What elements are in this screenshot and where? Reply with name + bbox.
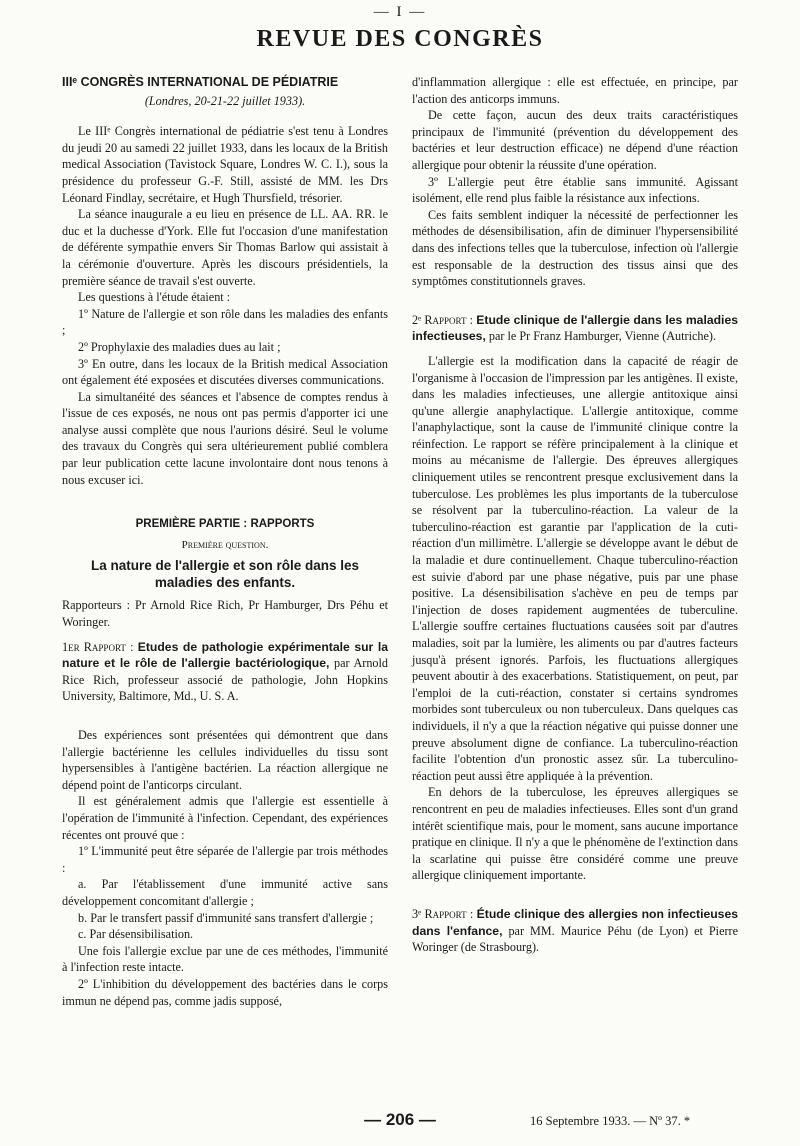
section-page-number: — I —: [373, 4, 427, 20]
report-title: Etudes de pathologie expérimentale sur la nature et le rôle de l'allergie bactériologique,: [62, 639, 389, 671]
question-title: La nature de l'allergie et son rôle dans les maladies des enfants.: [90, 558, 360, 591]
question-label: Première question.: [181, 538, 269, 551]
paragraph: Ces faits semblent indiquer la nécessité de perfectionner les méthodes de désensibilisation, afin de diminuer l'hypersensibilité dans des infections telles que la tuberculose, infection où l'allergie est responsable de la destruction des tissus ainsi que des symptômes constitutionnels graves.: [412, 207, 738, 289]
report-2-heading: [412, 312, 738, 345]
report-3-heading: [412, 906, 738, 956]
report-title: Étude clinique des allergies non infectieuses dans l'enfance,: [412, 906, 739, 938]
paragraph: Les questions à l'étude étaient :: [78, 290, 231, 305]
list-item: 1º Nature de l'allergie et son rôle dans les maladies des enfants ;: [62, 306, 388, 338]
report-label: 1er Rapport :: [62, 639, 134, 654]
report-author: par le Pr Franz Hamburger, Vienne (Autriche).: [488, 329, 716, 344]
paragraph: d'inflammation allergique : elle est effectuée, en principe, par l'action des anticorps immuns.: [412, 75, 738, 106]
paragraph: L'allergie est la modification dans la capacité de réagir de l'organisme à l'occasion de l'impression par les antigènes. Il existe, dans les maladies infectieuses, une allergie antitoxique ainsi qu'une allergie anaphylactique. L'allergie antitoxique, comme l'anaphylactique, sont la cause de l'immunité clinique contre la réinfection. Le rapport se réfère principalement à la clinique et moins au mécanisme de l'allergie. Des épreuves allergiques cliniquement utiles se rencontrent presque exclusivement dans la tuberculose. Les problèmes les plus importants de la tuberculose se résolvent par la tuberculino-réaction. La valeur de la tuberculino-réaction est garantie par l'application de la cuti-réaction d'un millimètre. L'allergie se développe avant le début de la maladie et dure continuellement. Chaque tuberculino-réaction est suivie d'abord par une phase négative, puis par une phase positive. La désensibilisation s'achève en peu de temps par l'injection de doses rapidement augmentées de tuberculine. L'allergie souffre certaines fluctuations causées soit par d'autres maladies, soit par la lumière, les aliments ou par d'autres facteurs jusqu'à présent ignorés. Parfois, les fluctuations allergiques peuvent aboutir à des exacerbations. Statistiquement, on peut, par l'emploi de la cuti-réaction, constater si certains syndromes morbides sont tuberculeux ou non tuberculeux. Dans quelques cas individuels, il n'y a que la réaction négative qui puisse donner une preuve absolument digne de confiance. La tuberculino-réaction facilite l'obtention d'un pronostic assez sûr. La tuberculino-réaction peut aussi être appliquée à la prévention.: [412, 353, 738, 783]
report-label: 3ᵉ Rapport :: [412, 906, 474, 921]
paragraph: Le IIIᵉ Congrès international de pédiatrie s'est tenu à Londres du jeudi 20 au samedi 22 juillet 1933, dans les locaux de la British medical Association (Tavistock Square, Londres W. C. I.), sous la présidence du professeur G.-F. Still, assisté de MM. les Drs Léonard Findlay, secrétaire, et Hugh Thursfield, trésorier.: [62, 124, 388, 205]
journal-section-title: REVUE DES CONGRÈS: [256, 26, 544, 52]
paragraph: Il est généralement admis que l'allergie est essentielle à l'opération de l'immunité à l'infection. Cependant, des expériences récentes ont prouvé que :: [62, 794, 388, 842]
issue-date: 16 Septembre 1933. — Nº 37. *: [530, 1114, 691, 1128]
paragraph: 2º L'inhibition du développement des bactéries dans le corps immun ne dépend pas, comme jadis supposé,: [62, 976, 388, 1008]
paragraph: En dehors de la tuberculose, les épreuves allergiques se rencontrent en peu de maladies infectieuses. Elles sont d'un grand intérêt scientifique mais, pour le moment, sans aucune importance pratique en clinique. Il n'y a que le phénomène de l'extinction dans la scarlatine qui puisse être considéré comme une preuve allergique cliniquement importante.: [412, 785, 738, 883]
part-heading: PREMIÈRE PARTIE : RAPPORTS: [135, 518, 315, 531]
congress-title: IIIᵉ CONGRÈS INTERNATIONAL DE PÉDIATRIE: [62, 75, 339, 89]
report-label: 2ᵉ Rapport :: [412, 312, 474, 327]
list-item: 1º L'immunité peut être séparée de l'allergie par trois méthodes :: [62, 844, 388, 875]
list-item: 2º Prophylaxie des maladies dues au lait ;: [78, 339, 281, 354]
report-author: par MM. Maurice Péhu (de Lyon) et Pierre Woringer (de Strasbourg).: [412, 923, 739, 955]
paragraph: Une fois l'allergie exclue par une de ces méthodes, l'immunité à l'infection reste intacte.: [62, 943, 388, 975]
paragraph: La séance inaugurale a eu lieu en présence de LL. AA. RR. le duc et la duchesse d'York. Elle fut l'occasion d'une manifestation de déférente sympathie envers Sir Thomas Barlow qui assistait à la cérémonie d'ouverture. Après les discours présidentiels, la première séance de travail s'est ouverte.: [62, 207, 388, 288]
paragraph: Des expériences sont présentées qui démontrent que dans l'allergie bactérienne les cellules individuelles du tissu sont hypersensibles à l'antigène bactérien. La réaction allergique ne dépend point de l'anticorps circulant.: [62, 728, 388, 792]
report-1-heading: [62, 639, 388, 705]
rapporteurs: Rapporteurs : Pr Arnold Rice Rich, Pr Hamburger, Drs Péhu et Woringer.: [62, 598, 388, 630]
paragraph: La simultanéité des séances et l'absence de comptes rendus à l'issue de ces exposés, ne nous ont pas permis d'apporter ici une analyse aussi complète que nous l'aurions désiré. Seul le volume des travaux du Congrès qui sera ultérieurement publié comblera par leur publication cette lacune involontaire dont nous tenons à nous excuser ici.: [62, 389, 388, 487]
report-author: par Arnold Rice Rich, professeur associé de pathologie, John Hopkins University, Baltimore, Md., U. S. A.: [62, 656, 388, 704]
list-item: a. Par l'établissement d'une immunité active sans développement concomitant d'allergie ;: [62, 877, 388, 908]
list-item: b. Par le transfert passif d'immunité sans transfert d'allergie ;: [78, 910, 374, 925]
congress-subtitle: (Londres, 20-21-22 juillet 1933).: [144, 93, 306, 108]
right-column: [412, 74, 738, 956]
list-item: c. Par désensibilisation.: [78, 927, 194, 942]
report-title: Etude clinique de l'allergie dans les maladies infectieuses,: [412, 312, 739, 344]
paragraph: 3º L'allergie peut être établie sans immunité. Agissant isolément, elle rend plus faible la résistance aux infections.: [412, 174, 738, 206]
list-item: 3º En outre, dans les locaux de la British medical Association ont également été exposées et discutées diverses communications.: [62, 356, 388, 388]
paragraph: De cette façon, aucun des deux traits caractéristiques principaux de l'immunité (prévention du développement des bactéries et leur destruction efficace) ne dépend d'une réaction allergique pour obtenir la réussite d'une opération.: [412, 108, 738, 172]
left-column: [62, 74, 388, 1009]
page-folio: — 206 —: [364, 1110, 436, 1129]
